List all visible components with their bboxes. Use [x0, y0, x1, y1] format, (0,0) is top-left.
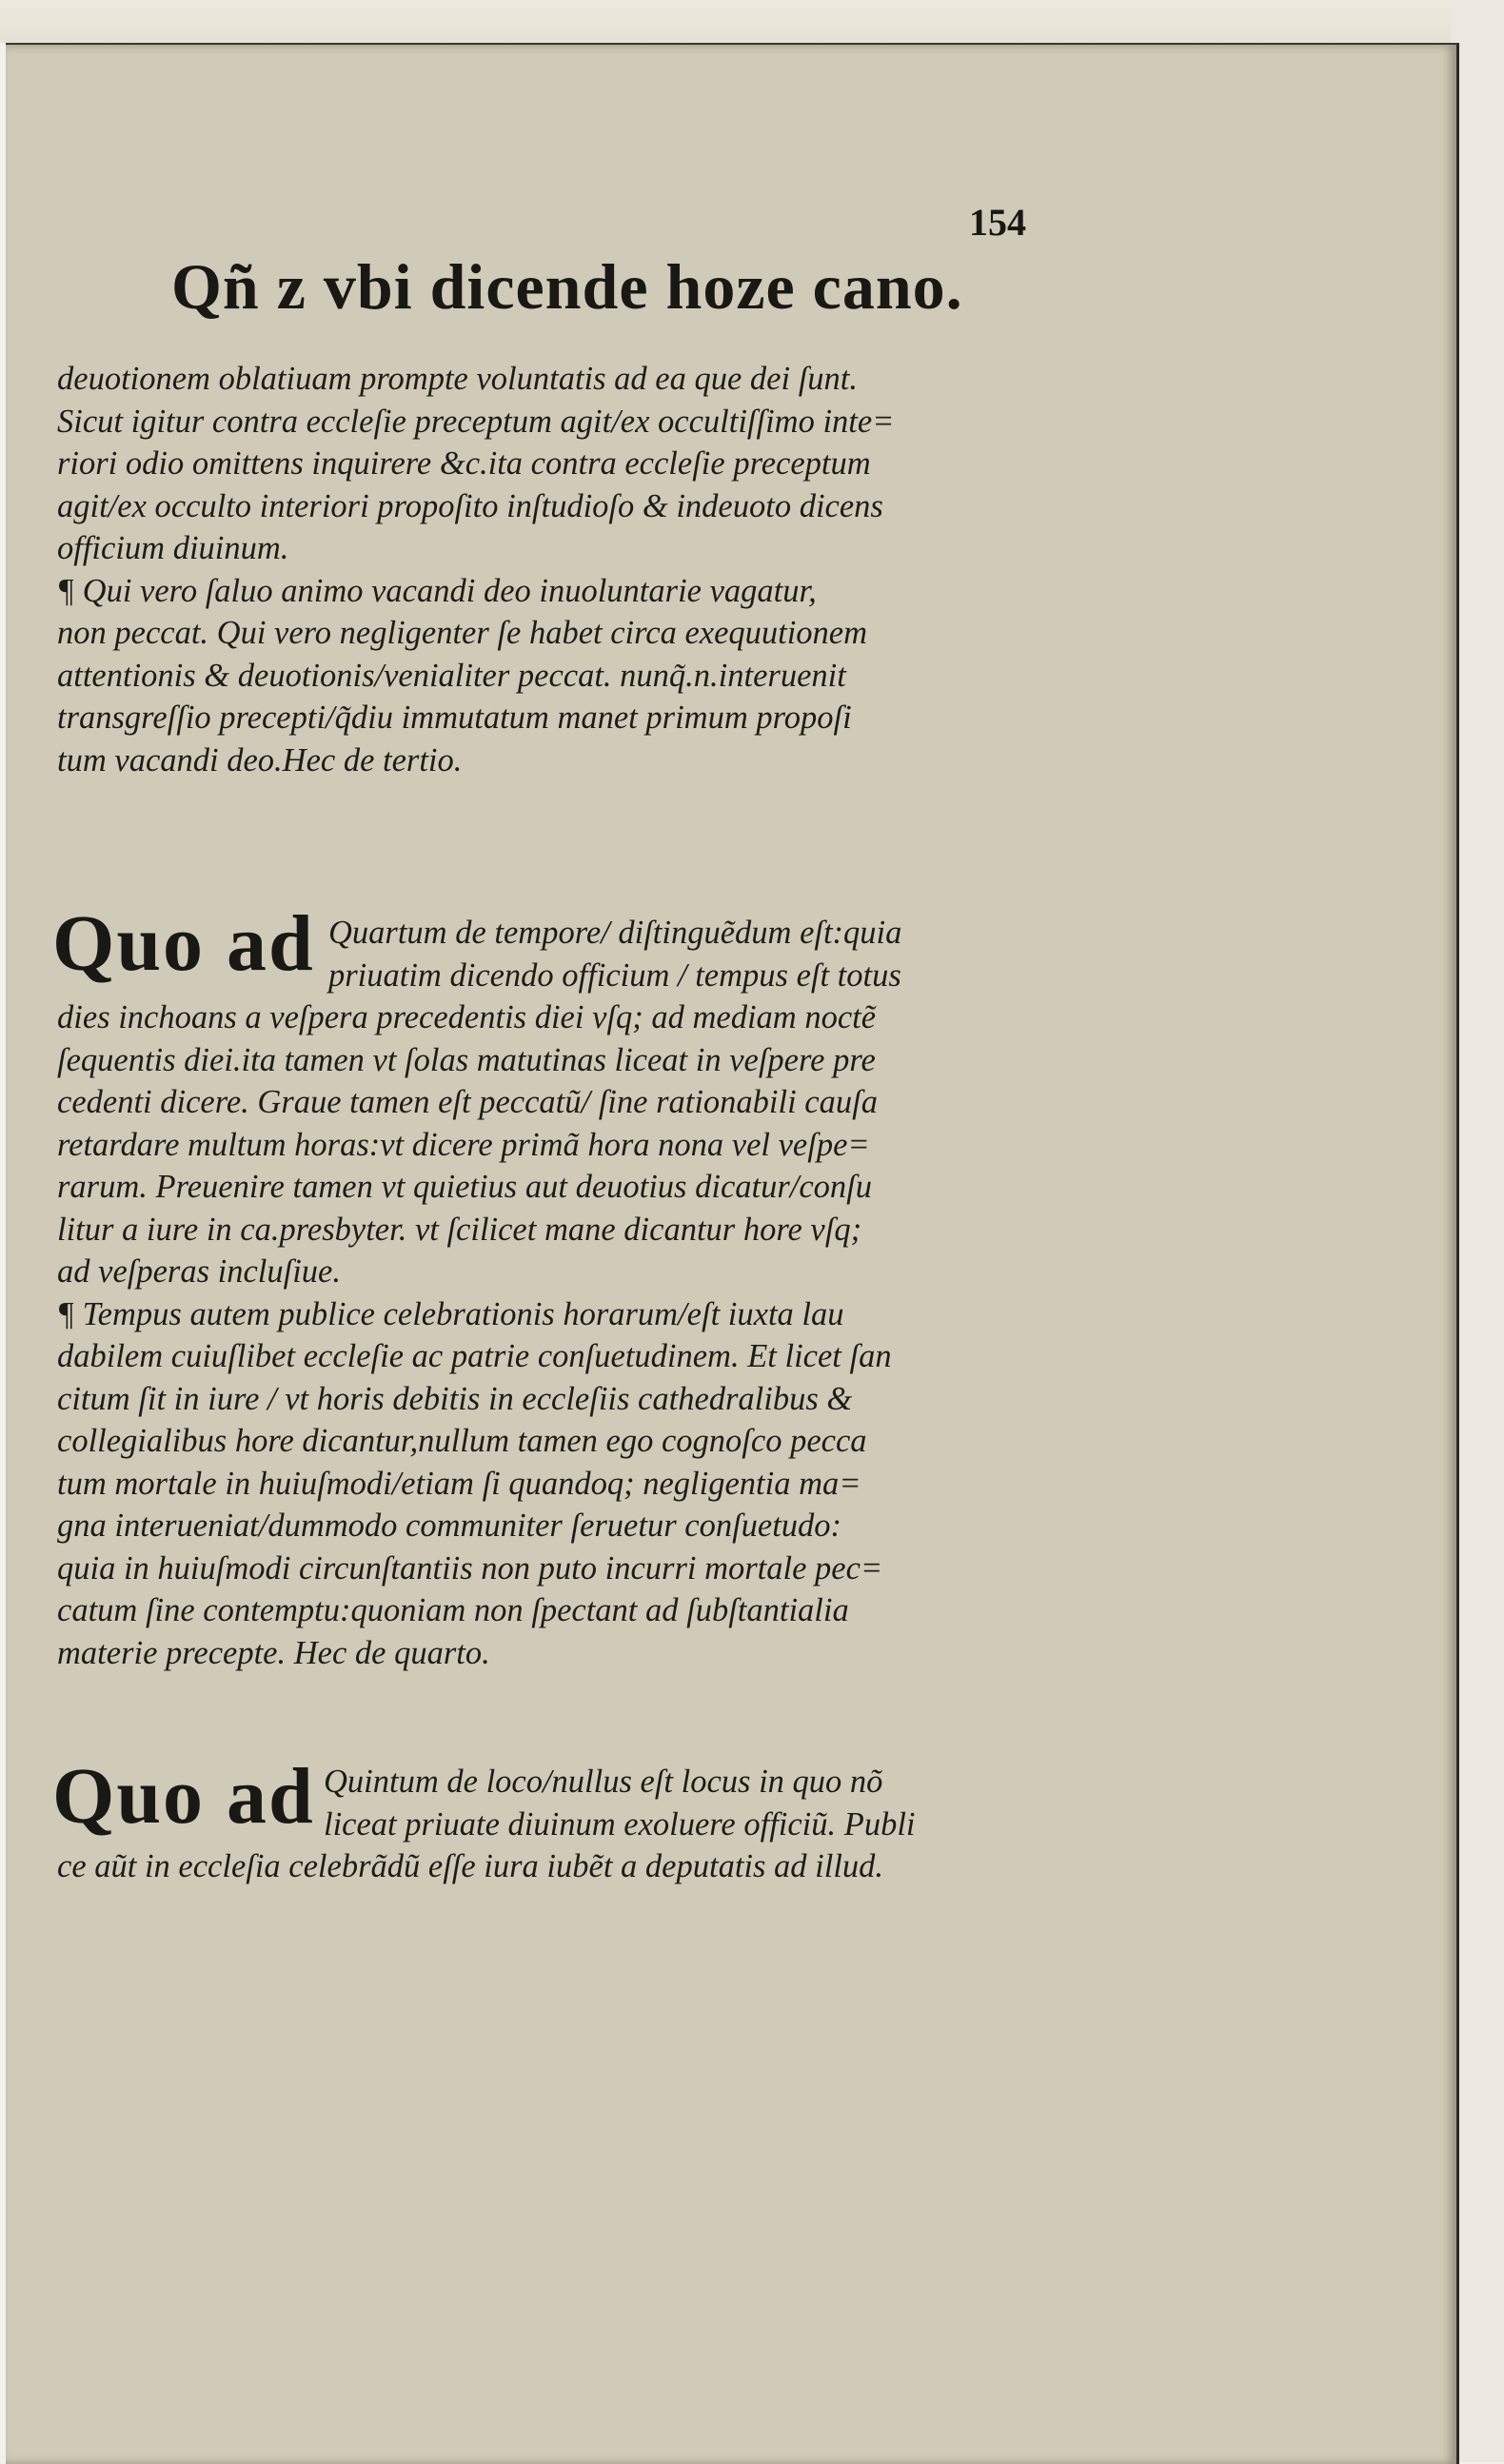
- text-line: rarum. Preuenire tamen vt quietius aut deuotius dicatur/conſu: [57, 1169, 872, 1205]
- text-block-2: [57, 996, 1047, 1674]
- text-line: ſequentis diei.ita tamen vt ſolas matutinas liceat in veſpere pre: [57, 1041, 876, 1078]
- text-block-2-beside-initial: [328, 912, 1052, 996]
- scan-background-right: [1452, 0, 1504, 2462]
- text-line: materie precepte. Hec de quarto.: [57, 1634, 490, 1671]
- text-block-1: [57, 358, 1047, 781]
- text-line: ¶ Qui vero ſaluo animo vacandi deo inuoluntarie vagatur,: [57, 572, 817, 609]
- text-block-3-beside-initial: [324, 1761, 1057, 1845]
- text-line: cedenti dicere. Graue tamen eſt peccatũ/ ſine rationabili cauſa: [57, 1084, 878, 1120]
- text-line: tum mortale in huiuſmodi/etiam ſi quandoq; negligentia ma=: [57, 1465, 861, 1502]
- text-line: retardare multum horas:vt dicere primã hora nona vel veſpe=: [57, 1126, 870, 1163]
- text-line: Quintum de loco/nullus eſt locus in quo nõ: [324, 1764, 883, 1800]
- text-line: agit/ex occulto interiori propoſito inſtudioſo & indeuoto dicens: [57, 487, 883, 524]
- text-line: transgreſſio precepti/q̃diu immutatum manet primum propoſi: [57, 700, 852, 736]
- text-line: catum ſine contemptu:quoniam non ſpectant ad ſubſtantialia: [57, 1592, 849, 1628]
- text-line: ad veſperas incluſiue.: [57, 1253, 341, 1290]
- text-line: riori odio omittens inquirere &c.ita contra eccleſie preceptum: [57, 445, 871, 482]
- section-initial-quartum: Quo ad: [52, 899, 315, 988]
- text-line: citum ſit in iure / vt horis debitis in eccleſiis cathedralibus &: [57, 1380, 853, 1417]
- text-line: dabilem cuiuſlibet eccleſie ac patrie conſuetudinem. Et licet ſan: [57, 1338, 892, 1374]
- text-line: attentionis & deuotionis/venialiter peccat. nunq̃.n.interuenit: [57, 657, 846, 694]
- text-line: litur a iure in ca.presbyter. vt ſcilicet mane dicantur hore vſq;: [57, 1211, 862, 1248]
- text-line: tum vacandi deo.Hec de tertio.: [57, 741, 463, 779]
- text-line: deuotionem oblatiuam prompte voluntatis ad ea que dei ſunt.: [57, 361, 858, 397]
- text-line: ce aũt in eccleſia celebrãdũ eſſe iura iubẽt a deputatis ad illud.: [57, 1848, 884, 1884]
- text-block-3: [57, 1845, 1047, 1888]
- text-line: priuatim dicendo officium / tempus eſt totus: [328, 956, 901, 994]
- scan-background-top: [0, 0, 1504, 43]
- text-line: liceat priuate diuinum exoluere officiũ. Publi: [324, 1805, 916, 1843]
- text-line: Sicut igitur contra eccleſie preceptum agit/ex occultiſſimo inte=: [57, 403, 895, 440]
- text-line: dies inchoans a veſpera precedentis diei vſq; ad mediam noctẽ: [57, 999, 877, 1035]
- running-head: Qñ z vbi dicende hoze cano.: [171, 250, 963, 323]
- folio-number: 154: [969, 201, 1026, 244]
- text-line: officium diuinum.: [57, 530, 289, 566]
- section-initial-quintum: Quo ad: [52, 1752, 315, 1841]
- text-line: non peccat. Qui vero negligenter ſe habet circa exequutionem: [57, 615, 868, 651]
- text-line: ¶ Tempus autem publice celebrationis horarum/eſt iuxta lau: [57, 1295, 844, 1332]
- text-line: collegialibus hore dicantur,nullum tamen ego cognoſco pecca: [57, 1423, 867, 1459]
- text-line: quia in huiuſmodi circunſtantiis non puto incurri mortale pec=: [57, 1549, 883, 1587]
- text-line: gna interueniat/dummodo communiter ſeruetur conſuetudo:: [57, 1508, 842, 1544]
- text-line: Quartum de tempore/ diſtinguẽdum eſt:quia: [328, 915, 902, 951]
